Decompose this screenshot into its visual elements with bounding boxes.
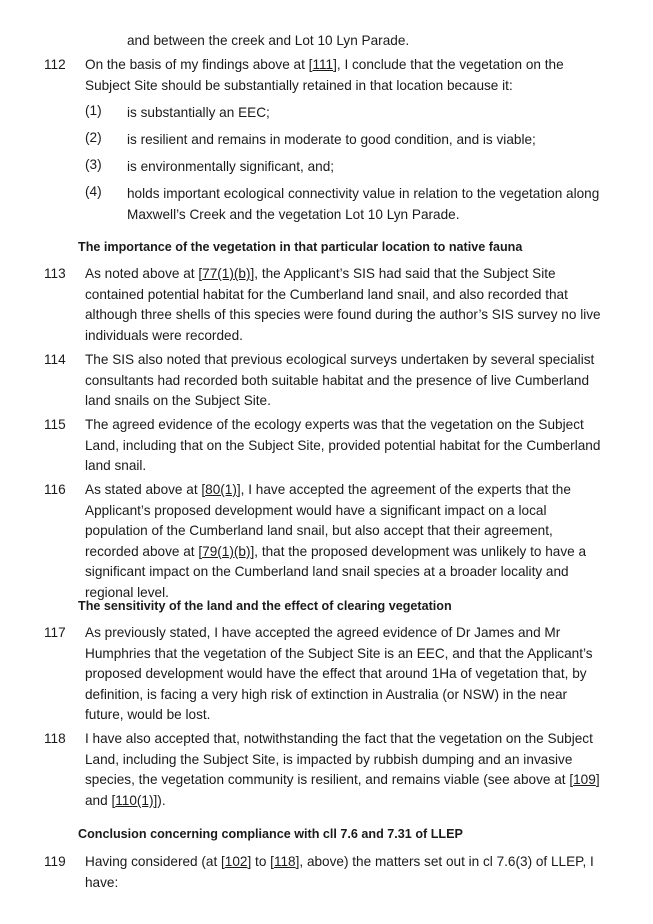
paragraph-number-113: 113 (44, 266, 66, 281)
paragraph-118-text-c: ]). (153, 792, 166, 808)
paragraph-link-109[interactable]: 109 (573, 772, 596, 788)
paragraph-link-110-1[interactable]: 110(1) (115, 792, 154, 808)
paragraph-number-117: 117 (44, 625, 66, 640)
paragraph-link-77-1-b[interactable]: 77(1)(b) (202, 266, 251, 281)
sub-item-number: (1) (85, 103, 102, 118)
paragraph-118-text-a: I have also accepted that, notwithstanding the fact that the vegetation on the Subject Land, including the Subject Site, is impacted by rubbish dumping and an invasive species, the vegetation community is resilient, and remains viable (see above at [ (85, 731, 593, 788)
paragraph-number-115: 115 (44, 417, 66, 432)
paragraph-number-119: 119 (44, 854, 66, 869)
sub-item-text: holds important ecological connectivity value in relation to the vegetation along Maxwell’s Creek and the vegetation Lot 10 Lyn Parade. (127, 186, 600, 222)
paragraph-119-text-b: ] to [ (247, 854, 274, 869)
paragraph-number-118: 118 (44, 731, 66, 746)
paragraph-119-text-c: ], above) the matters set out in cl 7.6(3) of LLEP, I have: (85, 854, 594, 890)
paragraph-119 (85, 852, 605, 893)
continuation-line: and between the creek and Lot 10 Lyn Parade. (127, 33, 410, 48)
paragraph-112 (85, 55, 605, 96)
paragraph-112-text-a: On the basis of my findings above at [ (85, 57, 313, 72)
paragraph-link-118[interactable]: 118 (273, 854, 296, 869)
section-heading-sensitivity: The sensitivity of the land and the effect of clearing vegetation (78, 599, 452, 613)
paragraph-113-text-a: As noted above at [ (85, 266, 203, 281)
sub-item-number: (4) (85, 184, 102, 199)
sub-item-text: is resilient and remains in moderate to good condition, and is viable; (127, 132, 536, 147)
paragraph-number-116: 116 (44, 482, 66, 497)
paragraph-112-text-b: ], I conclude that the vegetation on the Subject Site should be substantially retained in that location because it: (85, 57, 564, 93)
paragraph-116-text-b: ], I have accepted the agreement of the experts that the Applicant’s proposed development would have a significant impact on a local population of the Cumberland land snail, but also accept that their agreement, recorded above at [ (85, 482, 571, 559)
paragraph-118 (85, 729, 605, 811)
sub-item-text: is substantially an EEC; (127, 105, 270, 120)
paragraph-115: The agreed evidence of the ecology experts was that the vegetation on the Subject Land, including that on the Subject Site, provided potential habitat for the Cumberland land snail. (85, 417, 601, 474)
paragraph-link-102[interactable]: 102 (224, 854, 248, 869)
paragraph-113 (85, 264, 605, 346)
paragraph-117: As previously stated, I have accepted the agreed evidence of Dr James and Mr Humphries that the vegetation of the Subject Site is an EEC, and that the Applicant’s proposed development would have the effect that around 1Ha of vegetation that, by definition, is facing a very high risk of extinction in Australia (or NSW) in the near future, would be lost. (85, 625, 593, 723)
sub-item-number: (2) (85, 130, 102, 145)
paragraph-116-text-a: As stated above at [ (85, 482, 206, 497)
sub-item-number: (3) (85, 157, 102, 172)
paragraph-119-text-a: Having considered (at [ (85, 854, 225, 869)
paragraph-116-text-c: ], that the proposed development was unlikely to have a significant impact on the Cumberland land snail species at a broader locality and regional level. (85, 543, 587, 600)
paragraph-link-79-1-b[interactable]: 79(1)(b) (202, 543, 251, 559)
paragraph-link-111[interactable]: 111 (312, 57, 334, 72)
paragraph-link-80-1[interactable]: 80(1) (205, 482, 237, 497)
paragraph-116 (85, 480, 605, 604)
section-heading-native-fauna: The importance of the vegetation in that particular location to native fauna (78, 240, 523, 254)
paragraph-113-text-b: ], the Applicant’s SIS had said that the Subject Site contained potential habitat for the Cumberland land snail, and also recorded that although three shells of this species were found during the author’s SIS survey no live individuals were recorded. (85, 266, 601, 343)
paragraph-114: The SIS also noted that previous ecological surveys undertaken by several specialist consultants had recorded both suitable habitat and the presence of live Cumberland land snails on the Subject Site. (85, 352, 595, 409)
sub-item-text: is environmentally significant, and; (127, 159, 335, 174)
paragraph-number-114: 114 (44, 352, 66, 367)
paragraph-118-text-b: ] and [ (85, 772, 600, 808)
section-heading-conclusion: Conclusion concerning compliance with cll 7.6 and 7.31 of LLEP (78, 827, 463, 841)
paragraph-number-112: 112 (44, 57, 66, 72)
